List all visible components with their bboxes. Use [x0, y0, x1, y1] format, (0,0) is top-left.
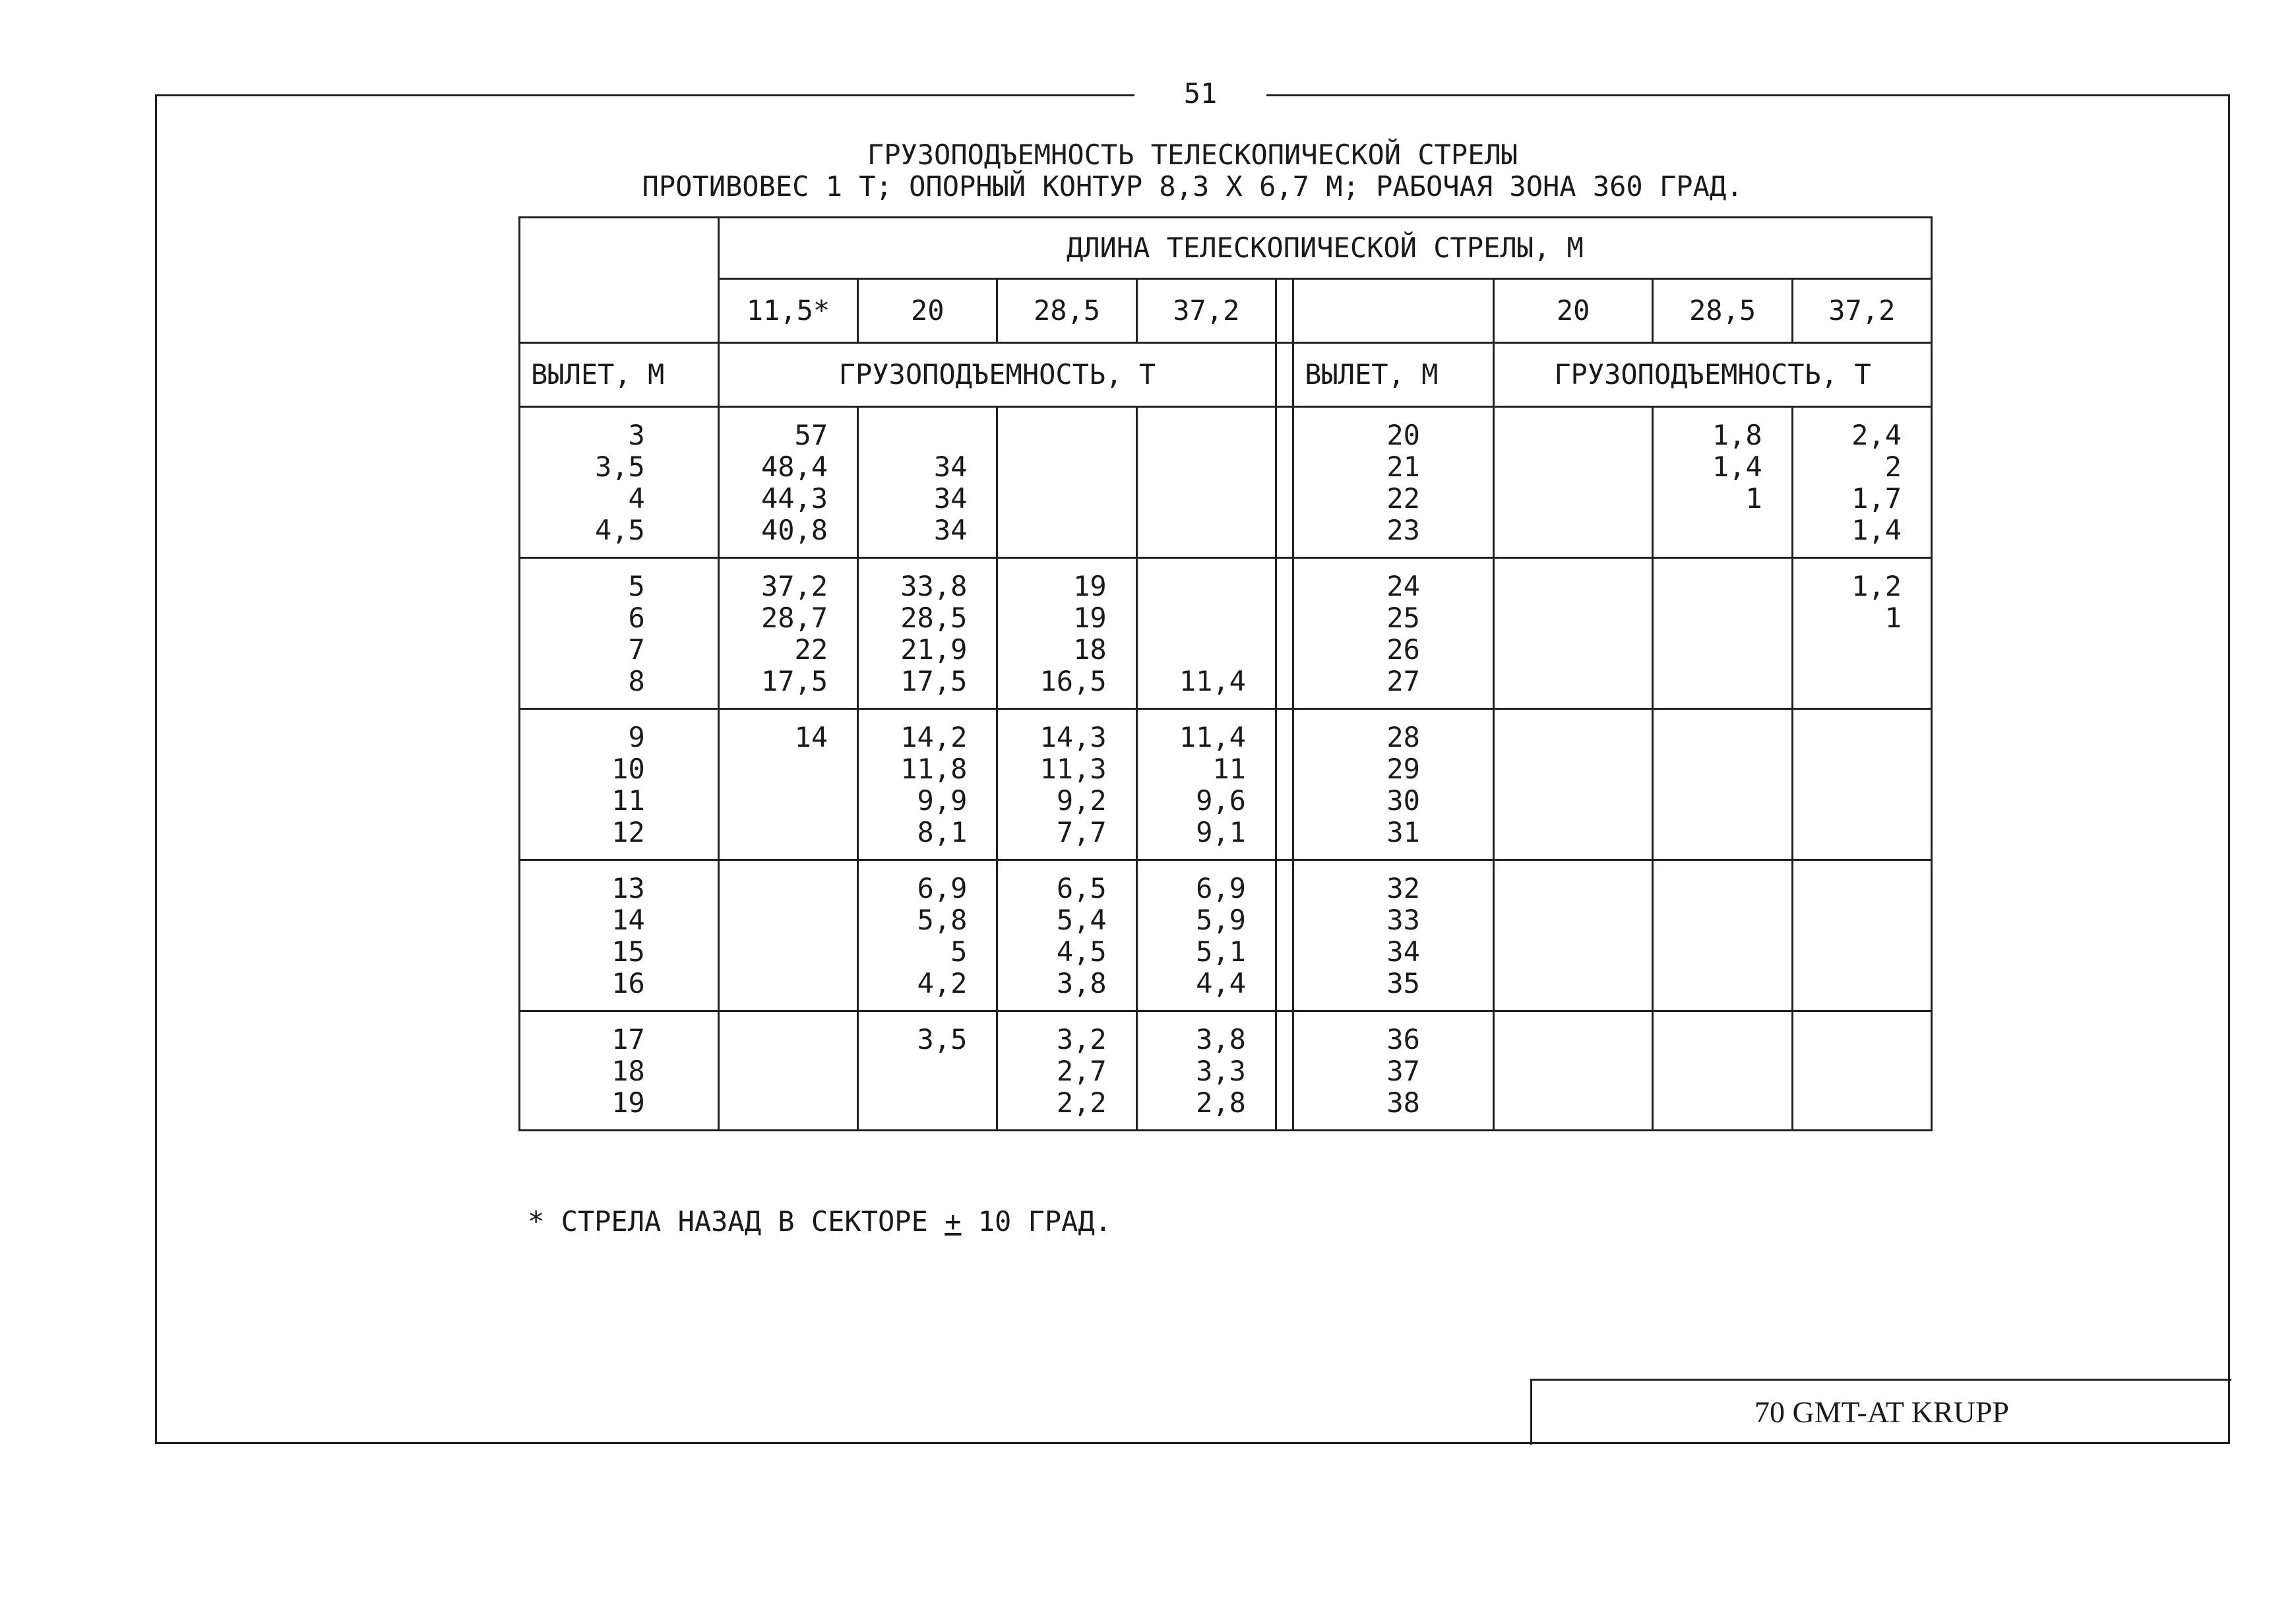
- cell-value: [1495, 634, 1652, 666]
- cell-value: [1654, 753, 1791, 785]
- capacity-37-2-cell: [1136, 558, 1276, 709]
- cell-value: 15: [611, 935, 645, 968]
- right-boom-length-28-5: 28,5: [1653, 279, 1792, 343]
- cell-value: [1654, 968, 1791, 999]
- cell-value: [720, 1055, 857, 1087]
- capacity-37-2-cell: [1136, 407, 1276, 558]
- cell-value: 29: [1386, 753, 1420, 785]
- cell-value: 7,7: [1056, 816, 1107, 848]
- cell-value: 11,8: [900, 753, 968, 785]
- right-corner-cell: [1293, 279, 1494, 343]
- cell-value: 21: [1386, 451, 1420, 483]
- radius-label-right: ВЫЛЕТ, М: [1293, 343, 1494, 407]
- capacity-20-cell: [858, 709, 997, 860]
- cell-value: 26: [1386, 633, 1420, 666]
- cell-value: 7: [628, 633, 645, 666]
- cell-value: 32: [1386, 872, 1420, 904]
- cell-value: [1495, 873, 1652, 904]
- separator-cell: [1276, 343, 1293, 407]
- cell-value: [1495, 936, 1652, 968]
- footnote: [528, 1202, 1111, 1241]
- cell-value: 38: [1386, 1086, 1420, 1119]
- cell-value: 6,9: [917, 872, 968, 904]
- cell-value: [720, 968, 857, 999]
- capacity-28-5-cell: [997, 558, 1136, 709]
- cell-value: [1654, 936, 1791, 968]
- cell-value: 16: [611, 967, 645, 999]
- capacity-11-5-cell: [718, 558, 857, 709]
- capacity-20-cell: [858, 1011, 997, 1131]
- cell-value: 34: [1386, 935, 1420, 968]
- cell-value: [1654, 515, 1791, 546]
- cell-value: 4,5: [594, 514, 645, 546]
- cell-value: 6: [628, 602, 645, 634]
- separator-cell: [1276, 860, 1293, 1011]
- cell-value: 28,7: [760, 602, 828, 634]
- cell-value: [1793, 968, 1931, 999]
- cell-value: [1654, 602, 1791, 634]
- cell-value: 11: [1212, 753, 1246, 785]
- radius-right-cell: [1293, 860, 1494, 1011]
- cell-value: [1654, 873, 1791, 904]
- page-number: 51: [1183, 77, 1218, 110]
- cell-value: 8,1: [917, 816, 968, 848]
- capacity-20-cell: [858, 860, 997, 1011]
- cell-value: 9,6: [1196, 784, 1246, 817]
- cell-value: [1654, 571, 1791, 602]
- cell-value: [1138, 634, 1275, 666]
- cell-value: [1793, 753, 1931, 785]
- cell-value: 3,8: [1196, 1023, 1246, 1055]
- cell-value: 14,2: [900, 721, 968, 753]
- cell-value: 14: [794, 721, 828, 753]
- cell-value: [998, 515, 1135, 546]
- cell-value: [1654, 817, 1791, 848]
- cell-value: 5,9: [1196, 904, 1246, 936]
- boom-length-header: ДЛИНА ТЕЛЕСКОПИЧЕСКОЙ СТРЕЛЫ, М: [718, 218, 1931, 279]
- boom-length-11-5: 11,5*: [718, 279, 857, 343]
- capacity-28-5-cell: [997, 1011, 1136, 1131]
- capacity-table: [518, 216, 1933, 1131]
- radius-right-cell: [1293, 558, 1494, 709]
- cell-value: [1654, 1024, 1791, 1055]
- capacity-28-5-cell: [997, 407, 1136, 558]
- cell-value: 25: [1386, 602, 1420, 634]
- cell-value: [1495, 1087, 1652, 1119]
- cell-value: 33: [1386, 904, 1420, 936]
- cell-value: 4,2: [917, 967, 968, 999]
- cell-value: 4,4: [1196, 967, 1246, 999]
- table-row: [520, 558, 1932, 709]
- cell-value: 8: [628, 665, 645, 697]
- cell-value: 2: [1884, 451, 1902, 483]
- cell-value: 37,2: [760, 570, 828, 602]
- capacity-right-37-2-cell: [1792, 1011, 1931, 1131]
- cell-value: 9: [628, 721, 645, 753]
- cell-value: [1495, 602, 1652, 634]
- capacity-right-37-2-cell: [1792, 709, 1931, 860]
- table-title: ГРУЗОПОДЪЕМНОСТЬ ТЕЛЕСКОПИЧЕСКОЙ СТРЕЛЫ: [867, 139, 1518, 171]
- plus-minus-sign: +: [945, 1205, 962, 1238]
- cell-value: 21,9: [900, 633, 968, 666]
- cell-value: 37: [1386, 1055, 1420, 1087]
- boom-length-28-5: 28,5: [997, 279, 1136, 343]
- capacity-20-cell: [858, 558, 997, 709]
- cell-value: 9,1: [1196, 816, 1246, 848]
- cell-value: 6,9: [1196, 872, 1246, 904]
- cell-value: 3,8: [1056, 967, 1107, 999]
- cell-value: [1495, 817, 1652, 848]
- radius-cell: [520, 558, 719, 709]
- cell-value: [1793, 817, 1931, 848]
- table-subtitle: ПРОТИВОВЕС 1 Т; ОПОРНЫЙ КОНТУР 8,3 Х 6,7 М; РАБОЧАЯ ЗОНА 360 ГРАД.: [642, 170, 1743, 203]
- radius-cell: [520, 709, 719, 860]
- capacity-right-37-2-cell: [1792, 407, 1931, 558]
- cell-value: [859, 1087, 996, 1119]
- cell-value: [1138, 515, 1275, 546]
- boom-length-37-2: 37,2: [1136, 279, 1276, 343]
- cell-value: 19: [1073, 602, 1107, 634]
- cell-value: [1495, 1055, 1652, 1087]
- cell-value: 3,3: [1196, 1055, 1246, 1087]
- cell-value: 14,3: [1039, 721, 1107, 753]
- cell-value: [1654, 722, 1791, 753]
- cell-value: [720, 873, 857, 904]
- cell-value: 11,3: [1039, 753, 1107, 785]
- cell-value: [1495, 451, 1652, 483]
- cell-value: 19: [1073, 570, 1107, 602]
- cell-value: 48,4: [760, 451, 828, 483]
- radius-right-cell: [1293, 709, 1494, 860]
- cell-value: 33,8: [900, 570, 968, 602]
- cell-value: [1495, 785, 1652, 817]
- cell-value: [998, 451, 1135, 483]
- table-row: [520, 1011, 1932, 1131]
- cell-value: [1138, 571, 1275, 602]
- radius-right-cell: [1293, 1011, 1494, 1131]
- cell-value: [720, 1087, 857, 1119]
- cell-value: 1,4: [1851, 514, 1902, 546]
- cell-value: 2,7: [1056, 1055, 1107, 1087]
- cell-value: 11,4: [1179, 665, 1246, 697]
- capacity-label-right: ГРУЗОПОДЪЕМНОСТЬ, Т: [1493, 343, 1931, 407]
- cell-value: 2,2: [1056, 1086, 1107, 1119]
- cell-value: [720, 936, 857, 968]
- corner-cell: [520, 218, 719, 343]
- cell-value: [1495, 571, 1652, 602]
- capacity-right-28-5-cell: [1653, 860, 1792, 1011]
- cell-value: [1654, 666, 1791, 697]
- cell-value: 9,2: [1056, 784, 1107, 817]
- cell-value: [1793, 904, 1931, 936]
- separator-cell: [1276, 558, 1293, 709]
- cell-value: [1138, 483, 1275, 515]
- title-block-stamp: 70 GMT-AT KRUPP: [1530, 1379, 2231, 1445]
- cell-value: 4: [628, 482, 645, 515]
- cell-value: 34: [933, 482, 968, 515]
- cell-value: 12: [611, 816, 645, 848]
- cell-value: [1495, 753, 1652, 785]
- radius-cell: [520, 860, 719, 1011]
- cell-value: 34: [933, 514, 968, 546]
- cell-value: 3,5: [917, 1023, 968, 1055]
- cell-value: [1495, 666, 1652, 697]
- cell-value: 3: [628, 419, 645, 451]
- cell-value: [998, 420, 1135, 451]
- cell-value: [1654, 904, 1791, 936]
- cell-value: [1654, 634, 1791, 666]
- capacity-right-20-cell: [1493, 1011, 1652, 1131]
- cell-value: [1793, 666, 1931, 697]
- table-row: [520, 407, 1932, 558]
- cell-value: [720, 785, 857, 817]
- cell-value: [1495, 483, 1652, 515]
- capacity-37-2-cell: [1136, 860, 1276, 1011]
- cell-value: [1793, 722, 1931, 753]
- capacity-20-cell: [858, 407, 997, 558]
- cell-value: 18: [1073, 633, 1107, 666]
- capacity-11-5-cell: [718, 407, 857, 558]
- boom-length-20: 20: [858, 279, 997, 343]
- cell-value: [1654, 1087, 1791, 1119]
- capacity-right-37-2-cell: [1792, 860, 1931, 1011]
- capacity-11-5-cell: [718, 709, 857, 860]
- radius-label: ВЫЛЕТ, М: [520, 343, 719, 407]
- separator-cell: [1276, 1011, 1293, 1131]
- cell-value: 3,2: [1056, 1023, 1107, 1055]
- separator-cell: [1276, 279, 1293, 343]
- table-row: [520, 860, 1932, 1011]
- cell-value: [720, 1024, 857, 1055]
- cell-value: [1495, 515, 1652, 546]
- cell-value: 34: [933, 451, 968, 483]
- cell-value: [998, 483, 1135, 515]
- cell-value: 6,5: [1056, 872, 1107, 904]
- cell-value: [720, 904, 857, 936]
- radius-cell: [520, 407, 719, 558]
- cell-value: [1654, 1055, 1791, 1087]
- cell-value: 4,5: [1056, 935, 1107, 968]
- cell-value: 14: [611, 904, 645, 936]
- cell-value: 5,8: [917, 904, 968, 936]
- cell-value: 22: [794, 633, 828, 666]
- cell-value: [1495, 722, 1652, 753]
- cell-value: [859, 1055, 996, 1087]
- cell-value: 31: [1386, 816, 1420, 848]
- cell-value: 35: [1386, 967, 1420, 999]
- capacity-28-5-cell: [997, 709, 1136, 860]
- cell-value: 36: [1386, 1023, 1420, 1055]
- right-boom-length-37-2: 37,2: [1792, 279, 1931, 343]
- cell-value: [1138, 451, 1275, 483]
- radius-cell: [520, 1011, 719, 1131]
- cell-value: 17,5: [900, 665, 968, 697]
- cell-value: 5: [628, 570, 645, 602]
- cell-value: [1793, 634, 1931, 666]
- cell-value: 1: [1745, 482, 1762, 515]
- cell-value: [1138, 420, 1275, 451]
- radius-right-cell: [1293, 407, 1494, 558]
- cell-value: 1,8: [1712, 419, 1762, 451]
- cell-value: 5: [950, 935, 968, 968]
- capacity-28-5-cell: [997, 860, 1136, 1011]
- cell-value: 11,4: [1179, 721, 1246, 753]
- capacity-right-28-5-cell: [1653, 558, 1792, 709]
- cell-value: 1,4: [1712, 451, 1762, 483]
- cell-value: 28,5: [900, 602, 968, 634]
- cell-value: [1654, 785, 1791, 817]
- capacity-right-37-2-cell: [1792, 558, 1931, 709]
- cell-value: 19: [611, 1086, 645, 1119]
- cell-value: 16,5: [1039, 665, 1107, 697]
- cell-value: [1793, 936, 1931, 968]
- capacity-right-20-cell: [1493, 709, 1652, 860]
- cell-value: 10: [611, 753, 645, 785]
- capacity-right-20-cell: [1493, 407, 1652, 558]
- cell-value: 3,5: [594, 451, 645, 483]
- cell-value: 18: [611, 1055, 645, 1087]
- cell-value: [720, 817, 857, 848]
- right-boom-length-20: 20: [1493, 279, 1652, 343]
- cell-value: 27: [1386, 665, 1420, 697]
- cell-value: [1138, 602, 1275, 634]
- cell-value: [1793, 1055, 1931, 1087]
- cell-value: 17,5: [760, 665, 828, 697]
- capacity-11-5-cell: [718, 860, 857, 1011]
- table-row: [520, 709, 1932, 860]
- capacity-right-28-5-cell: [1653, 1011, 1792, 1131]
- cell-value: [1495, 968, 1652, 999]
- separator-cell: [1276, 709, 1293, 860]
- cell-value: 28: [1386, 721, 1420, 753]
- cell-value: 2,4: [1851, 419, 1902, 451]
- cell-value: 40,8: [760, 514, 828, 546]
- cell-value: [1495, 904, 1652, 936]
- cell-value: [1495, 1024, 1652, 1055]
- cell-value: [1793, 1024, 1931, 1055]
- cell-value: 17: [611, 1023, 645, 1055]
- capacity-37-2-cell: [1136, 1011, 1276, 1131]
- capacity-right-20-cell: [1493, 860, 1652, 1011]
- separator-cell: [1276, 407, 1293, 558]
- cell-value: 11: [611, 784, 645, 817]
- cell-value: 5,1: [1196, 935, 1246, 968]
- cell-value: [1793, 785, 1931, 817]
- cell-value: 9,9: [917, 784, 968, 817]
- cell-value: 24: [1386, 570, 1420, 602]
- cell-value: 20: [1386, 419, 1420, 451]
- cell-value: 1,2: [1851, 570, 1902, 602]
- cell-value: 30: [1386, 784, 1420, 817]
- cell-value: [1495, 420, 1652, 451]
- cell-value: 57: [794, 419, 828, 451]
- footnote-suffix: 10 ГРАД.: [961, 1205, 1112, 1238]
- cell-value: 1: [1884, 602, 1902, 634]
- cell-value: [1793, 1087, 1931, 1119]
- cell-value: [720, 753, 857, 785]
- cell-value: 23: [1386, 514, 1420, 546]
- capacity-37-2-cell: [1136, 709, 1276, 860]
- cell-value: [1793, 873, 1931, 904]
- cell-value: 5,4: [1056, 904, 1107, 936]
- cell-value: 13: [611, 872, 645, 904]
- capacity-right-20-cell: [1493, 558, 1652, 709]
- cell-value: 1,7: [1851, 482, 1902, 515]
- cell-value: 22: [1386, 482, 1420, 515]
- capacity-11-5-cell: [718, 1011, 857, 1131]
- footnote-prefix: * СТРЕЛА НАЗАД В СЕКТОРЕ: [528, 1205, 945, 1238]
- cell-value: [859, 420, 996, 451]
- cell-value: 2,8: [1196, 1086, 1246, 1119]
- capacity-label: ГРУЗОПОДЪЕМНОСТЬ, Т: [718, 343, 1276, 407]
- cell-value: 44,3: [760, 482, 828, 515]
- capacity-right-28-5-cell: [1653, 709, 1792, 860]
- capacity-right-28-5-cell: [1653, 407, 1792, 558]
